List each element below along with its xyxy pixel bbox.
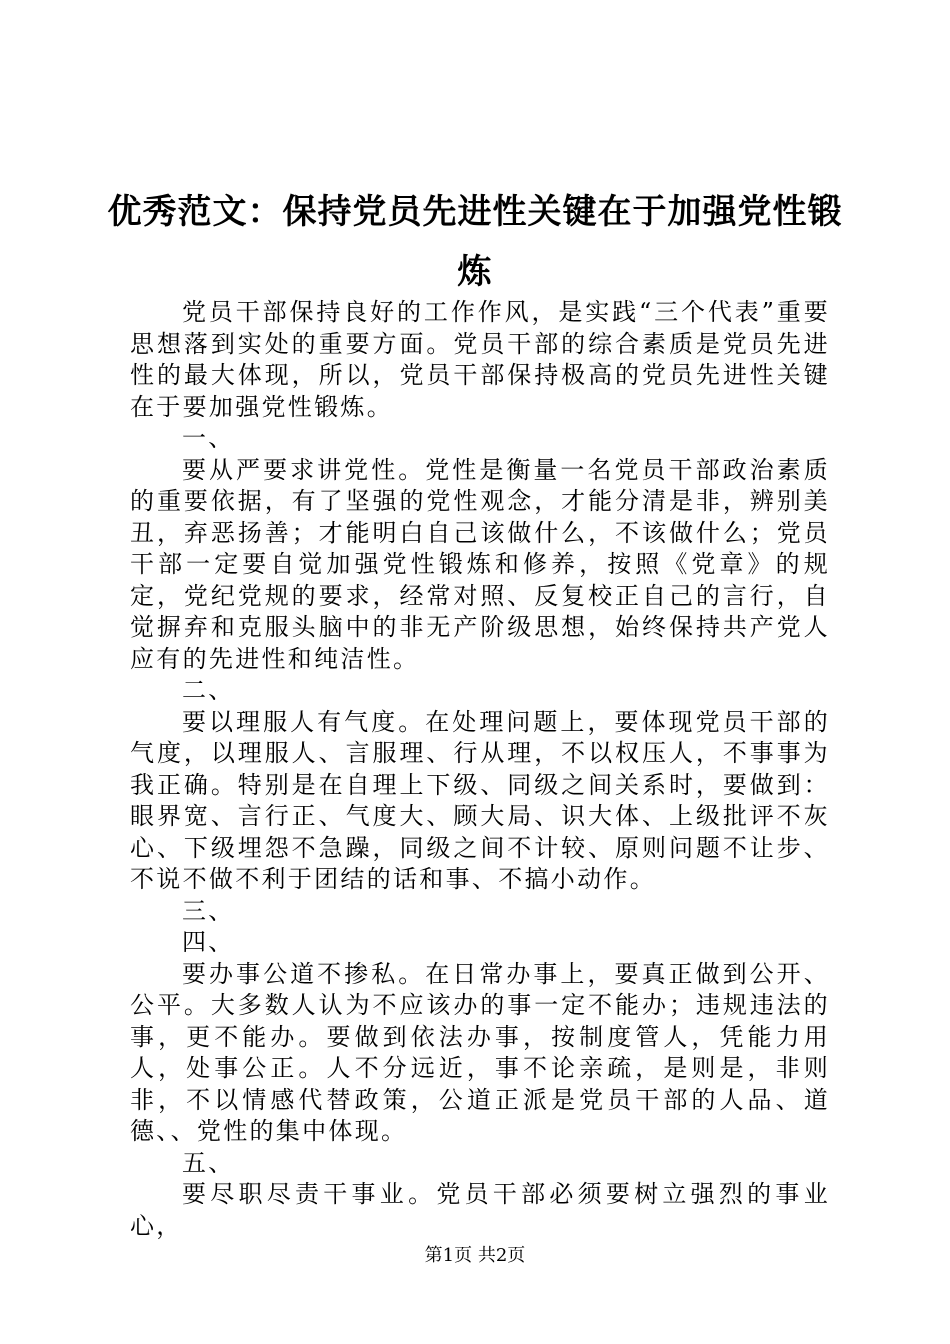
section-paragraph-4: 要办事公道不掺私。在日常办事上，要真正做到公开、公平。大多数人认为不应该办的事一定不能办；违规违法的事，更不能办。要做到依法办事，按制度管人，凭能力用人，处事公正。人不分远近，事不论亲疏，是则是，非则非，不以情感代替政策，公道正派是党员干部的人品、道德、、党性的集中体现。 bbox=[130, 959, 830, 1145]
document-title: 优秀范文：保持党员先进性关键在于加强党性锻炼 bbox=[107, 192, 843, 292]
section-paragraph-5: 要尽职尽责干事业。党员干部必须要树立强烈的事业心， bbox=[130, 1180, 830, 1240]
section-heading-2: 二、 bbox=[182, 676, 235, 704]
document-body bbox=[130, 297, 830, 1242]
section-paragraph-2: 要以理服人有气度。在处理问题上，要体现党员干部的气度，以理服人、言服理、行从理，不以权压人，不事事为我正确。特别是在自理上下级、同级之间关系时，要做到：眼界宽、言行正、气度大、顾大局、识大体、上级批评不灰心、下级埋怨不急躁，同级之间不计较、原则问题不让步、不说不做不利于团结的话和事、不搞小动作。 bbox=[130, 707, 830, 893]
section-heading-4: 四、 bbox=[182, 928, 235, 956]
section-heading-5: 五、 bbox=[182, 1148, 235, 1177]
section-heading-3: 三、 bbox=[182, 896, 235, 925]
intro-paragraph: 党员干部保持良好的工作作风，是实践“三个代表”重要思想落到实处的重要方面。党员干部的综合素质是党员先进性的最大体现，所以，党员干部保持极高的党员先进性关键在于要加强党性锻炼。 bbox=[130, 298, 830, 421]
section-paragraph-1: 要从严要求讲党性。党性是衡量一名党员干部政治素质的重要依据，有了坚强的党性观念，才能分清是非，辨别美丑，弃恶扬善；才能明白自己该做什么，不该做什么；党员干部一定要自觉加强党性锻炼和修养，按照《党章》的规定，党纪党规的要求，经常对照、反复校正自己的言行，自觉摒弃和克服头脑中的非无产阶级思想，始终保持共产党人应有的先进性和纯洁性。 bbox=[130, 455, 830, 673]
section-heading-1: 一、 bbox=[182, 424, 235, 452]
page-number-footer: 第1页 共2页 bbox=[424, 1245, 526, 1266]
